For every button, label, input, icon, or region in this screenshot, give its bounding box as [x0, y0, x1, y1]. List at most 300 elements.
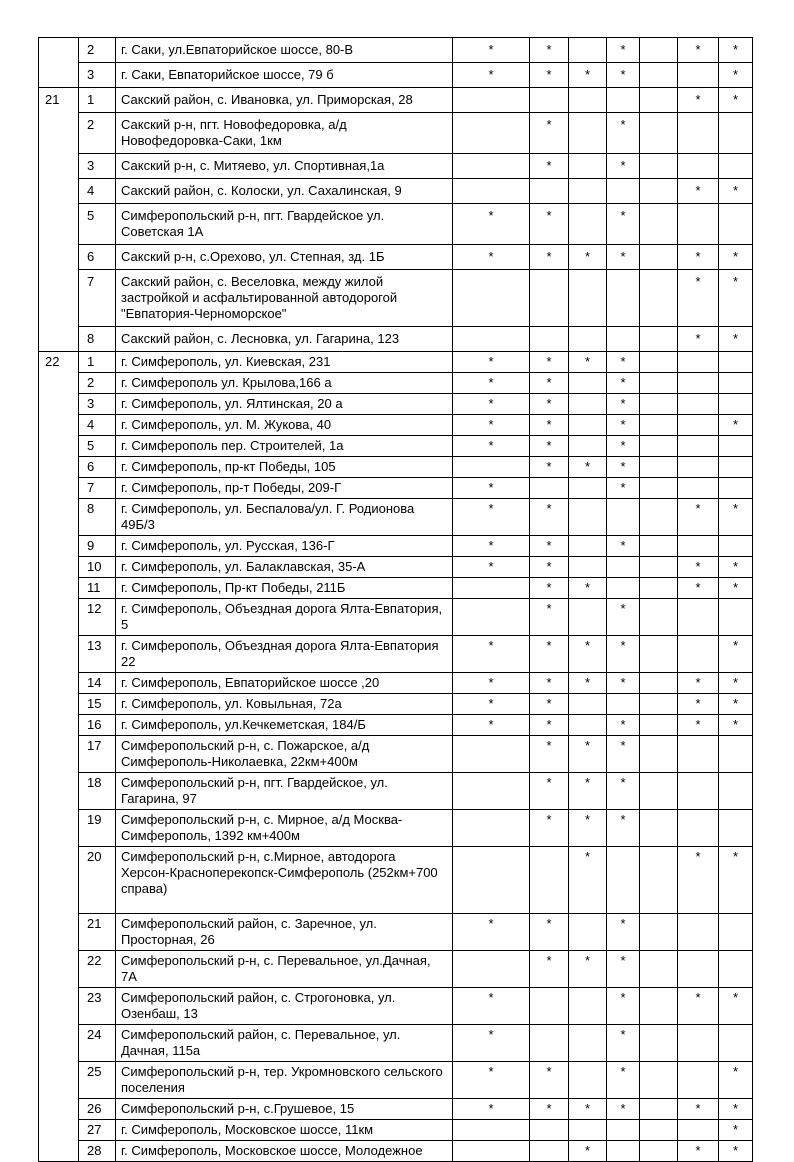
empty-mark-cell [678, 736, 719, 773]
asterisk-mark-cell: * [678, 270, 719, 327]
asterisk-mark-cell: * [453, 1099, 530, 1120]
empty-mark-cell [678, 1062, 719, 1099]
table-row [39, 88, 753, 113]
address-cell: г. Симферополь, ул. Балаклавская, 35-А [116, 557, 453, 578]
empty-mark-cell [453, 773, 530, 810]
asterisk-mark-cell: * [607, 113, 640, 154]
empty-mark-cell [640, 113, 678, 154]
table-row [39, 436, 753, 457]
empty-mark-cell [678, 636, 719, 673]
asterisk-mark-cell: * [453, 694, 530, 715]
asterisk-mark-cell: * [530, 536, 569, 557]
empty-mark-cell [640, 988, 678, 1025]
address-cell: г. Симферополь, ул. Беспалова/ул. Г. Родионова 49Б/3 [116, 499, 453, 536]
row-number-cell: 19 [79, 810, 116, 847]
empty-mark-cell [678, 154, 719, 179]
empty-mark-cell [640, 951, 678, 988]
empty-mark-cell [719, 352, 753, 373]
asterisk-mark-cell: * [678, 88, 719, 113]
address-cell: г. Симферополь, ул. Киевская, 231 [116, 352, 453, 373]
empty-mark-cell [640, 1062, 678, 1099]
row-number-cell: 13 [79, 636, 116, 673]
row-number-cell: 18 [79, 773, 116, 810]
table-row [39, 270, 753, 327]
asterisk-mark-cell: * [719, 847, 753, 914]
address-cell: г. Симферополь, ул.Кечкеметская, 184/Б [116, 715, 453, 736]
empty-mark-cell [719, 373, 753, 394]
empty-mark-cell [640, 578, 678, 599]
asterisk-mark-cell: * [607, 394, 640, 415]
asterisk-mark-cell: * [530, 951, 569, 988]
asterisk-mark-cell: * [678, 327, 719, 352]
address-cell: г. Симферополь, Московское шоссе, Молодежное [116, 1141, 453, 1162]
asterisk-mark-cell: * [530, 599, 569, 636]
asterisk-mark-cell: * [607, 599, 640, 636]
empty-mark-cell [640, 694, 678, 715]
asterisk-mark-cell: * [607, 1062, 640, 1099]
empty-mark-cell [719, 599, 753, 636]
asterisk-mark-cell: * [453, 557, 530, 578]
empty-mark-cell [569, 478, 607, 499]
address-cell: Симферопольский р-н, с. Перевальное, ул.Дачная, 7А [116, 951, 453, 988]
empty-mark-cell [530, 847, 569, 914]
empty-mark-cell [719, 736, 753, 773]
empty-mark-cell [640, 154, 678, 179]
asterisk-mark-cell: * [607, 436, 640, 457]
empty-mark-cell [607, 270, 640, 327]
empty-mark-cell [640, 457, 678, 478]
asterisk-mark-cell: * [530, 578, 569, 599]
address-cell: Симферопольский район, с. Заречное, ул. Просторная, 26 [116, 914, 453, 951]
asterisk-mark-cell: * [719, 63, 753, 88]
asterisk-mark-cell: * [530, 154, 569, 179]
table-row [39, 1099, 753, 1120]
asterisk-mark-cell: * [678, 578, 719, 599]
empty-mark-cell [719, 457, 753, 478]
row-number-cell: 3 [79, 154, 116, 179]
row-number-cell: 3 [79, 63, 116, 88]
asterisk-mark-cell: * [530, 394, 569, 415]
address-cell: г. Симферополь ул. Крылова,166 а [116, 373, 453, 394]
address-cell: Сакский р-н, с.Орехово, ул. Степная, зд. 1Б [116, 245, 453, 270]
asterisk-mark-cell: * [569, 1141, 607, 1162]
asterisk-mark-cell: * [607, 373, 640, 394]
asterisk-mark-cell: * [530, 673, 569, 694]
empty-mark-cell [719, 1025, 753, 1062]
asterisk-mark-cell: * [607, 38, 640, 63]
table-row [39, 951, 753, 988]
address-cell: Симферопольский р-н, с. Мирное, а/д Москва-Симферополь, 1392 км+400м [116, 810, 453, 847]
empty-mark-cell [640, 270, 678, 327]
address-cell: Сакский р-н, пгт. Новофедоровка, а/д Новофедоровка-Саки, 1км [116, 113, 453, 154]
row-number-cell: 22 [79, 951, 116, 988]
asterisk-mark-cell: * [453, 415, 530, 436]
asterisk-mark-cell: * [569, 773, 607, 810]
empty-mark-cell [640, 327, 678, 352]
asterisk-mark-cell: * [530, 557, 569, 578]
address-cell: Симферопольский р-н, пгт. Гвардейское, ул. Гагарина, 97 [116, 773, 453, 810]
address-cell: г. Симферополь, ул. Русская, 136-Г [116, 536, 453, 557]
empty-mark-cell [453, 327, 530, 352]
row-number-cell: 25 [79, 1062, 116, 1099]
empty-mark-cell [640, 715, 678, 736]
table-row [39, 599, 753, 636]
row-number-cell: 3 [79, 394, 116, 415]
empty-mark-cell [569, 394, 607, 415]
asterisk-mark-cell: * [719, 578, 753, 599]
empty-mark-cell [640, 415, 678, 436]
asterisk-mark-cell: * [453, 204, 530, 245]
empty-mark-cell [640, 736, 678, 773]
asterisk-mark-cell: * [530, 810, 569, 847]
asterisk-mark-cell: * [530, 736, 569, 773]
empty-mark-cell [607, 847, 640, 914]
table-row [39, 179, 753, 204]
empty-mark-cell [678, 810, 719, 847]
empty-mark-cell [640, 599, 678, 636]
empty-mark-cell [640, 847, 678, 914]
asterisk-mark-cell: * [719, 88, 753, 113]
asterisk-mark-cell: * [719, 715, 753, 736]
empty-mark-cell [453, 736, 530, 773]
empty-mark-cell [719, 536, 753, 557]
asterisk-mark-cell: * [607, 63, 640, 88]
group-number-cell [39, 38, 79, 88]
address-cell: г. Симферополь, ул. Ялтинская, 20 а [116, 394, 453, 415]
asterisk-mark-cell: * [530, 113, 569, 154]
asterisk-mark-cell: * [607, 415, 640, 436]
table-row [39, 113, 753, 154]
asterisk-mark-cell: * [569, 847, 607, 914]
asterisk-mark-cell: * [607, 352, 640, 373]
asterisk-mark-cell: * [530, 352, 569, 373]
asterisk-mark-cell: * [719, 415, 753, 436]
address-cell: Сакский район, с. Колоски, ул. Сахалинская, 9 [116, 179, 453, 204]
table-row [39, 847, 753, 914]
empty-mark-cell [569, 1062, 607, 1099]
asterisk-mark-cell: * [719, 1120, 753, 1141]
address-cell: г. Саки, Евпаторийское шоссе, 79 б [116, 63, 453, 88]
empty-mark-cell [453, 810, 530, 847]
row-number-cell: 9 [79, 536, 116, 557]
empty-mark-cell [530, 270, 569, 327]
address-cell: г. Симферополь, пр-кт Победы, 105 [116, 457, 453, 478]
table-row [39, 327, 753, 352]
asterisk-mark-cell: * [569, 810, 607, 847]
empty-mark-cell [719, 914, 753, 951]
empty-mark-cell [453, 578, 530, 599]
empty-mark-cell [678, 113, 719, 154]
asterisk-mark-cell: * [453, 914, 530, 951]
empty-mark-cell [678, 436, 719, 457]
asterisk-mark-cell: * [678, 673, 719, 694]
asterisk-mark-cell: * [607, 478, 640, 499]
table-row [39, 636, 753, 673]
asterisk-mark-cell: * [607, 204, 640, 245]
asterisk-mark-cell: * [569, 636, 607, 673]
asterisk-mark-cell: * [569, 951, 607, 988]
address-cell: Симферопольский р-н, пгт. Гвардейское ул. Советская 1А [116, 204, 453, 245]
table-row [39, 1141, 753, 1162]
address-cell: Сакский район, с. Ивановка, ул. Приморская, 28 [116, 88, 453, 113]
empty-mark-cell [569, 154, 607, 179]
address-cell: Симферопольский район, с. Перевальное, ул. Дачная, 115а [116, 1025, 453, 1062]
asterisk-mark-cell: * [569, 352, 607, 373]
address-cell: г. Симферополь, пр-т Победы, 209-Г [116, 478, 453, 499]
row-number-cell: 5 [79, 436, 116, 457]
empty-mark-cell [569, 536, 607, 557]
empty-mark-cell [569, 988, 607, 1025]
asterisk-mark-cell: * [453, 536, 530, 557]
row-number-cell: 4 [79, 415, 116, 436]
empty-mark-cell [453, 1141, 530, 1162]
group-number-cell: 21 [39, 88, 79, 352]
asterisk-mark-cell: * [719, 988, 753, 1025]
empty-mark-cell [453, 951, 530, 988]
empty-mark-cell [530, 88, 569, 113]
row-number-cell: 10 [79, 557, 116, 578]
empty-mark-cell [607, 1120, 640, 1141]
empty-mark-cell [678, 204, 719, 245]
asterisk-mark-cell: * [607, 988, 640, 1025]
empty-mark-cell [640, 352, 678, 373]
empty-mark-cell [569, 599, 607, 636]
address-cell: Симферопольский р-н, с. Пожарское, а/д Симферополь-Николаевка, 22км+400м [116, 736, 453, 773]
asterisk-mark-cell: * [569, 245, 607, 270]
empty-mark-cell [530, 1141, 569, 1162]
empty-mark-cell [453, 599, 530, 636]
table-row [39, 499, 753, 536]
asterisk-mark-cell: * [453, 988, 530, 1025]
asterisk-mark-cell: * [607, 457, 640, 478]
asterisk-mark-cell: * [607, 636, 640, 673]
asterisk-mark-cell: * [678, 245, 719, 270]
row-number-cell: 12 [79, 599, 116, 636]
empty-mark-cell [640, 436, 678, 457]
empty-mark-cell [607, 179, 640, 204]
empty-mark-cell [678, 415, 719, 436]
address-cell: г. Симферополь, Пр-кт Победы, 211Б [116, 578, 453, 599]
asterisk-mark-cell: * [678, 499, 719, 536]
asterisk-mark-cell: * [719, 179, 753, 204]
row-number-cell: 8 [79, 499, 116, 536]
asterisk-mark-cell: * [453, 1025, 530, 1062]
asterisk-mark-cell: * [453, 373, 530, 394]
empty-mark-cell [640, 63, 678, 88]
asterisk-mark-cell: * [607, 715, 640, 736]
asterisk-mark-cell: * [607, 154, 640, 179]
asterisk-mark-cell: * [678, 715, 719, 736]
asterisk-mark-cell: * [678, 1099, 719, 1120]
empty-mark-cell [569, 373, 607, 394]
row-number-cell: 11 [79, 578, 116, 599]
table-body [39, 38, 753, 1162]
empty-mark-cell [678, 1025, 719, 1062]
empty-mark-cell [640, 245, 678, 270]
asterisk-mark-cell: * [453, 394, 530, 415]
address-table [38, 37, 753, 1162]
empty-mark-cell [640, 373, 678, 394]
empty-mark-cell [453, 113, 530, 154]
table-row [39, 673, 753, 694]
asterisk-mark-cell: * [569, 457, 607, 478]
empty-mark-cell [640, 394, 678, 415]
empty-mark-cell [569, 204, 607, 245]
table-row [39, 245, 753, 270]
table-row [39, 1025, 753, 1062]
row-number-cell: 21 [79, 914, 116, 951]
asterisk-mark-cell: * [530, 1062, 569, 1099]
table-row [39, 478, 753, 499]
empty-mark-cell [569, 557, 607, 578]
asterisk-mark-cell: * [719, 327, 753, 352]
row-number-cell: 16 [79, 715, 116, 736]
address-cell: Сакский район, с. Лесновка, ул. Гагарина, 123 [116, 327, 453, 352]
table-row [39, 457, 753, 478]
asterisk-mark-cell: * [719, 673, 753, 694]
empty-mark-cell [569, 270, 607, 327]
row-number-cell: 4 [79, 179, 116, 204]
asterisk-mark-cell: * [530, 204, 569, 245]
asterisk-mark-cell: * [719, 270, 753, 327]
empty-mark-cell [569, 436, 607, 457]
asterisk-mark-cell: * [678, 1141, 719, 1162]
empty-mark-cell [530, 1120, 569, 1141]
row-number-cell: 8 [79, 327, 116, 352]
row-number-cell: 28 [79, 1141, 116, 1162]
asterisk-mark-cell: * [530, 1099, 569, 1120]
address-cell: г. Саки, ул.Евпаторийское шоссе, 80-В [116, 38, 453, 63]
asterisk-mark-cell: * [453, 673, 530, 694]
empty-mark-cell [640, 1025, 678, 1062]
empty-mark-cell [607, 1141, 640, 1162]
empty-mark-cell [678, 773, 719, 810]
asterisk-mark-cell: * [453, 1062, 530, 1099]
empty-mark-cell [453, 1120, 530, 1141]
empty-mark-cell [719, 113, 753, 154]
empty-mark-cell [640, 204, 678, 245]
row-number-cell: 20 [79, 847, 116, 914]
empty-mark-cell [607, 88, 640, 113]
asterisk-mark-cell: * [453, 63, 530, 88]
empty-mark-cell [640, 1099, 678, 1120]
asterisk-mark-cell: * [530, 63, 569, 88]
asterisk-mark-cell: * [607, 673, 640, 694]
asterisk-mark-cell: * [607, 810, 640, 847]
empty-mark-cell [569, 113, 607, 154]
asterisk-mark-cell: * [569, 673, 607, 694]
empty-mark-cell [719, 394, 753, 415]
empty-mark-cell [640, 673, 678, 694]
table-row [39, 1120, 753, 1141]
empty-mark-cell [569, 1025, 607, 1062]
address-cell: г. Симферополь, Московское шоссе, 11км [116, 1120, 453, 1141]
row-number-cell: 1 [79, 352, 116, 373]
asterisk-mark-cell: * [607, 1025, 640, 1062]
row-number-cell: 7 [79, 478, 116, 499]
asterisk-mark-cell: * [530, 694, 569, 715]
table-row [39, 557, 753, 578]
row-number-cell: 24 [79, 1025, 116, 1062]
empty-mark-cell [569, 415, 607, 436]
table-row [39, 715, 753, 736]
empty-mark-cell [607, 327, 640, 352]
asterisk-mark-cell: * [678, 847, 719, 914]
empty-mark-cell [569, 179, 607, 204]
row-number-cell: 1 [79, 88, 116, 113]
asterisk-mark-cell: * [569, 736, 607, 773]
row-number-cell: 6 [79, 457, 116, 478]
table-row [39, 352, 753, 373]
empty-mark-cell [678, 63, 719, 88]
asterisk-mark-cell: * [453, 436, 530, 457]
asterisk-mark-cell: * [453, 245, 530, 270]
empty-mark-cell [453, 847, 530, 914]
empty-mark-cell [719, 951, 753, 988]
table-row [39, 204, 753, 245]
asterisk-mark-cell: * [569, 578, 607, 599]
asterisk-mark-cell: * [678, 179, 719, 204]
empty-mark-cell [569, 38, 607, 63]
address-cell: Симферопольский р-н, с.Мирное, автодорога Херсон-Красноперекопск-Симферополь (252км+700 справа) [116, 847, 453, 914]
row-number-cell: 7 [79, 270, 116, 327]
asterisk-mark-cell: * [607, 536, 640, 557]
row-number-cell: 2 [79, 113, 116, 154]
asterisk-mark-cell: * [607, 1099, 640, 1120]
asterisk-mark-cell: * [530, 457, 569, 478]
address-cell: г. Симферополь, Евпаторийское шоссе ,20 [116, 673, 453, 694]
empty-mark-cell [640, 179, 678, 204]
empty-mark-cell [530, 478, 569, 499]
empty-mark-cell [678, 373, 719, 394]
empty-mark-cell [640, 914, 678, 951]
empty-mark-cell [640, 557, 678, 578]
empty-mark-cell [453, 270, 530, 327]
empty-mark-cell [569, 914, 607, 951]
asterisk-mark-cell: * [530, 436, 569, 457]
empty-mark-cell [640, 1120, 678, 1141]
table-row [39, 415, 753, 436]
empty-mark-cell [569, 694, 607, 715]
table-row [39, 38, 753, 63]
row-number-cell: 15 [79, 694, 116, 715]
asterisk-mark-cell: * [719, 1099, 753, 1120]
empty-mark-cell [640, 636, 678, 673]
asterisk-mark-cell: * [530, 773, 569, 810]
empty-mark-cell [569, 327, 607, 352]
empty-mark-cell [719, 810, 753, 847]
asterisk-mark-cell: * [607, 951, 640, 988]
asterisk-mark-cell: * [453, 715, 530, 736]
address-cell: Симферопольский р-н, тер. Укромновского сельского поселения [116, 1062, 453, 1099]
empty-mark-cell [640, 478, 678, 499]
address-cell: г. Симферополь, ул. Ковыльная, 72а [116, 694, 453, 715]
empty-mark-cell [640, 536, 678, 557]
address-cell: г. Симферополь, ул. М. Жукова, 40 [116, 415, 453, 436]
asterisk-mark-cell: * [530, 914, 569, 951]
empty-mark-cell [607, 557, 640, 578]
asterisk-mark-cell: * [719, 1141, 753, 1162]
empty-mark-cell [530, 327, 569, 352]
table-row [39, 694, 753, 715]
empty-mark-cell [530, 179, 569, 204]
asterisk-mark-cell: * [569, 63, 607, 88]
empty-mark-cell [640, 38, 678, 63]
empty-mark-cell [719, 204, 753, 245]
asterisk-mark-cell: * [719, 1062, 753, 1099]
row-number-cell: 17 [79, 736, 116, 773]
asterisk-mark-cell: * [530, 245, 569, 270]
